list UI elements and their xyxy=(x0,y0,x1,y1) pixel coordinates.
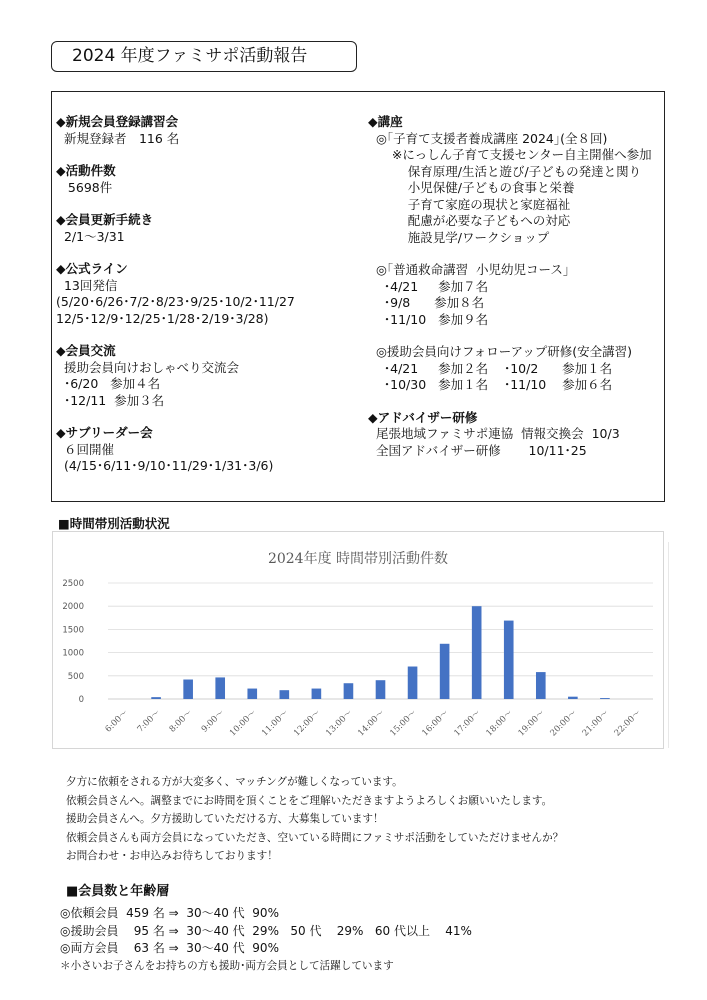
paragraph-line: お問合わせ・お申込みお待ちしております！ xyxy=(66,850,278,862)
bar xyxy=(183,680,193,699)
chart-area xyxy=(52,531,664,749)
x-tick-label: 12:00～ xyxy=(292,708,323,739)
section-line: 全国アドバイザー研修 10/11･25 xyxy=(368,442,587,458)
section-line: ※にっしん子育て支援センター自主開催へ参加 xyxy=(368,147,652,162)
section-line: (5/20･6/26･7/2･8/23･9/25･10/2･11/27 xyxy=(56,294,295,309)
y-tick-label: 500 xyxy=(67,671,84,682)
members-note: ＊小さいお子さんをお持ちの方も援助･両方会員として活躍しています xyxy=(60,959,394,972)
member-line: ◎援助会員 95 名 ⇒ 30～40 代 29% 50 代 29% 60 代以上 41% xyxy=(60,923,472,938)
bar xyxy=(344,683,354,699)
section-line: ◎｢子育て支援者養成講座 2024｣(全８回) xyxy=(368,130,608,146)
member-line: ◎両方会員 63 名 ⇒ 30～40 代 90% xyxy=(60,941,279,955)
x-tick-label: 9:00～ xyxy=(199,708,227,735)
section-line: 子育て家庭の現状と家庭福祉 xyxy=(368,196,571,212)
section-heading: ◆会員交流 xyxy=(56,343,116,358)
section-line: ･9/8 参加８名 xyxy=(368,295,485,310)
x-tick-label: 21:00～ xyxy=(580,708,612,739)
x-tick-label: 6:00～ xyxy=(103,708,131,735)
section-line: 援助会員向けおしゃべり交流会 xyxy=(56,359,239,375)
x-tick-label: 13:00～ xyxy=(324,708,355,739)
bar xyxy=(600,698,610,699)
members-section-title: ■会員数と年齢層 xyxy=(66,884,170,899)
paragraph-line: 依頼会員さんも両方会員になっていただき、空いている時間にファミサポ活動をしていただけませんか？ xyxy=(66,831,564,844)
bar xyxy=(408,667,418,699)
bar xyxy=(247,689,257,699)
section-line: (4/15･6/11･9/10･11/29･1/31･3/6) xyxy=(56,458,274,473)
bar xyxy=(440,644,450,699)
section-line: 小児保健/子どもの食事と栄養 xyxy=(368,180,575,195)
y-tick-label: 2000 xyxy=(62,602,84,613)
section-line: 施設見学/ワークショップ xyxy=(368,229,550,245)
section-gap xyxy=(56,147,295,163)
section-line: ･6/20 参加４名 xyxy=(56,376,161,391)
section-line: 配慮が必要な子どもへの対応 xyxy=(368,213,571,228)
section-line: 12/5･12/9･12/25･1/28･2/19･3/28) xyxy=(56,310,269,326)
section-heading: ◆会員更新手続き xyxy=(56,212,154,227)
section-line: ･10/30 参加１名 ･11/10 参加６名 xyxy=(368,377,613,392)
right-column xyxy=(368,114,652,459)
section-line: ･4/21 参加７名 xyxy=(368,278,489,294)
paragraph-line: 援助会員さんへ。夕方援助していただける方、大募集しています！ xyxy=(66,813,384,825)
section-line: ◎援助会員向けフォローアップ研修(安全講習) xyxy=(368,344,632,359)
section-gap xyxy=(56,245,295,261)
x-tick-label: 15:00～ xyxy=(388,708,419,739)
paragraph-line: 夕方に依頼をされる方が大変多く、マッチングが難しくなっています。 xyxy=(66,776,403,788)
section-line: 5698件 xyxy=(56,179,113,195)
section-line: ◎｢普通救命講習 小児幼児コース｣ xyxy=(368,262,570,277)
section-heading: ◆活動件数 xyxy=(56,163,116,178)
section-line: 13回発信 xyxy=(56,277,118,293)
section-gap xyxy=(368,328,652,344)
y-tick-label: 0 xyxy=(78,695,84,705)
x-tick-label: 19:00～ xyxy=(516,708,547,739)
section-gap xyxy=(368,246,652,262)
x-tick-label: 18:00～ xyxy=(484,708,515,739)
x-tick-label: 7:00～ xyxy=(135,708,163,735)
bar xyxy=(536,672,546,699)
section-line: 保育原理/生活と遊び/子どもの発達と関り xyxy=(368,163,642,179)
section-gap xyxy=(56,196,295,212)
members-list xyxy=(60,905,472,975)
bar xyxy=(312,689,322,699)
section-line: ･12/11 参加３名 xyxy=(56,392,165,408)
x-tick-label: 22:00～ xyxy=(612,708,644,739)
section-heading: ◆講座 xyxy=(368,114,403,129)
section-heading: ◆新規会員登録講習会 xyxy=(56,114,179,129)
page-title: 2024 年度ファミサポ活動報告 xyxy=(51,41,357,72)
paragraph-line: 依頼会員さんへ。調整までにお時間を頂くことをご理解いただきますようよろしくお願いいたします。 xyxy=(66,794,553,807)
section-line: 尾張地域ファミサポ連協 情報交換会 10/3 xyxy=(368,426,620,441)
x-tick-label: 10:00～ xyxy=(227,708,259,739)
notice-paragraph xyxy=(66,773,563,866)
section-heading: ◆公式ライン xyxy=(56,261,128,276)
bar-chart xyxy=(53,532,665,750)
bar xyxy=(280,690,290,699)
section-line: ･11/10 参加９名 xyxy=(368,311,489,327)
bar xyxy=(568,697,578,699)
x-tick-label: 16:00～ xyxy=(420,708,451,739)
section-line: 2/1～3/31 xyxy=(56,228,125,244)
y-tick-label: 1500 xyxy=(62,625,84,636)
member-line: ◎依頼会員 459 名 ⇒ 30～40 代 90% xyxy=(60,906,279,920)
bar xyxy=(376,680,386,699)
section-heading: ◆サブリーダー会 xyxy=(56,425,153,440)
left-column xyxy=(56,114,295,475)
section-line: ･4/21 参加２名 ･10/2 参加１名 xyxy=(368,360,613,376)
y-tick-label: 2500 xyxy=(62,579,84,589)
x-tick-label: 17:00～ xyxy=(452,708,483,739)
section-heading: ◆アドバイザー研修 xyxy=(368,409,478,425)
x-tick-label: 8:00～ xyxy=(167,708,195,735)
bar xyxy=(215,677,225,699)
y-tick-label: 1000 xyxy=(62,648,84,659)
section-line: 新規登録者 116 名 xyxy=(56,130,180,146)
x-tick-label: 14:00～ xyxy=(356,708,387,739)
chart-section-title: ■時間帯別活動状況 xyxy=(58,516,170,531)
x-tick-label: 20:00～ xyxy=(548,708,579,739)
section-gap xyxy=(56,409,295,425)
bar xyxy=(151,697,161,699)
section-gap xyxy=(368,394,652,410)
bar xyxy=(504,621,514,699)
chart-title: 2024年度 時間帯別活動件数 xyxy=(267,551,449,567)
x-tick-label: 11:00～ xyxy=(260,708,291,739)
section-line: ６回開催 xyxy=(56,441,114,457)
bar xyxy=(472,606,482,699)
section-gap xyxy=(56,327,295,343)
